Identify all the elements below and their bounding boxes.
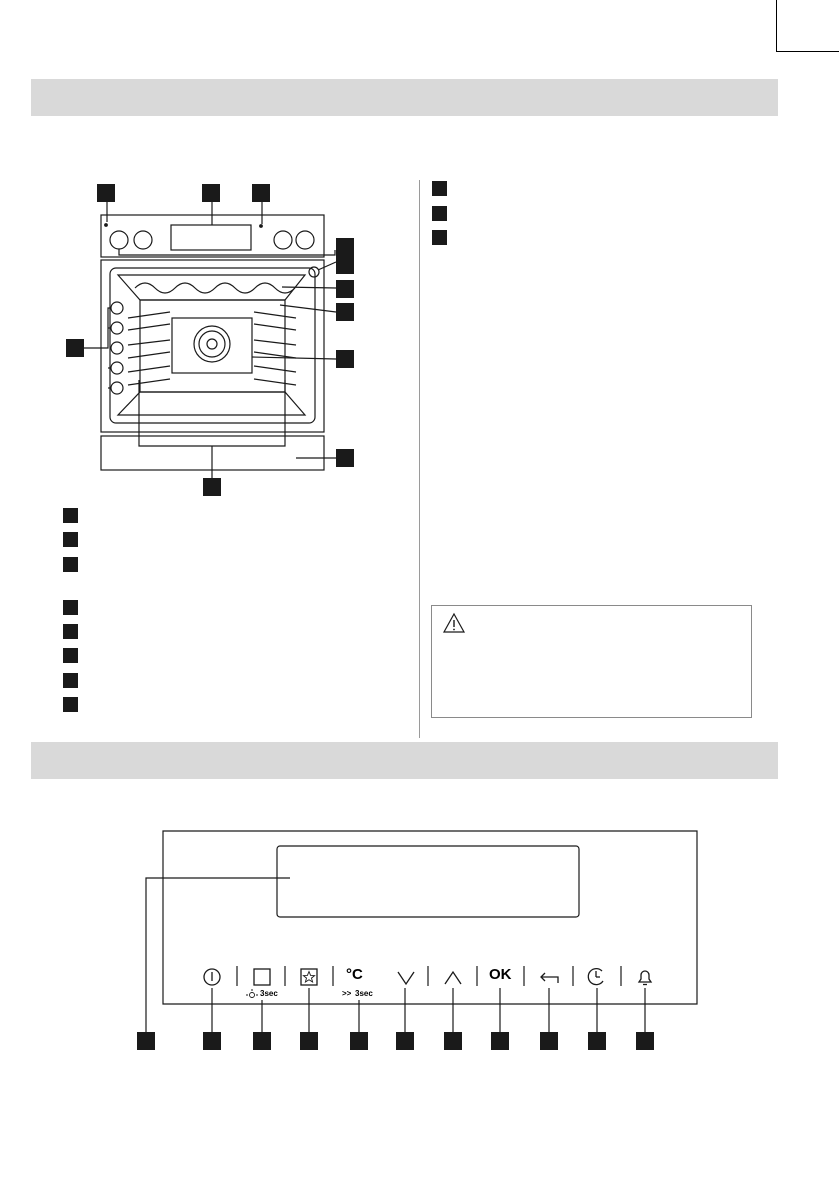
oven-label-marker [336,350,354,368]
legend-marker [63,697,78,712]
control-panel-marker [636,1032,654,1050]
temperature-button-sublabel: 3sec [355,989,373,998]
star-icon[interactable] [299,967,319,987]
control-panel-marker [540,1032,558,1050]
legend-marker [432,230,447,245]
oven-label-marker [202,184,220,202]
oven-label-marker [336,238,354,274]
chevron-up-icon[interactable] [443,967,463,987]
control-panel-marker [396,1032,414,1050]
back-arrow-icon[interactable] [538,967,560,987]
control-panel-marker [203,1032,221,1050]
legend-marker [63,648,78,663]
oven-label-marker [336,303,354,321]
section-header-bar-control-panel [31,742,778,779]
control-panel-diagram [0,820,839,1060]
warning-box [431,605,752,718]
celsius-icon[interactable]: °C [346,966,363,983]
legend-marker [63,508,78,523]
power-icon[interactable] [202,967,222,987]
legend-marker [432,206,447,221]
control-panel-marker [137,1032,155,1050]
legend-marker [432,181,447,196]
legend-marker [63,532,78,547]
ok-icon[interactable]: OK [489,966,512,983]
oven-label-marker [336,280,354,298]
clock-icon[interactable] [586,966,608,988]
light-button-sublabel: 3sec [260,989,278,998]
control-panel-marker [300,1032,318,1050]
oven-label-marker [252,184,270,202]
legend-marker [63,557,78,572]
control-panel-marker [444,1032,462,1050]
legend-marker [63,624,78,639]
oven-label-marker [97,184,115,202]
fast-heat-chevrons-icon: >> [342,989,352,998]
control-panel-marker [491,1032,509,1050]
oven-label-marker [66,339,84,357]
warning-triangle-icon [442,612,466,634]
control-panel-marker [588,1032,606,1050]
square-icon[interactable] [252,967,272,987]
oven-label-marker [336,449,354,467]
chevron-down-icon[interactable] [396,967,416,987]
light-icon [244,988,260,1000]
control-panel-marker [253,1032,271,1050]
legend-marker [63,600,78,615]
legend-marker [63,673,78,688]
bell-icon[interactable] [635,967,655,987]
oven-label-marker [203,478,221,496]
control-panel-marker [350,1032,368,1050]
